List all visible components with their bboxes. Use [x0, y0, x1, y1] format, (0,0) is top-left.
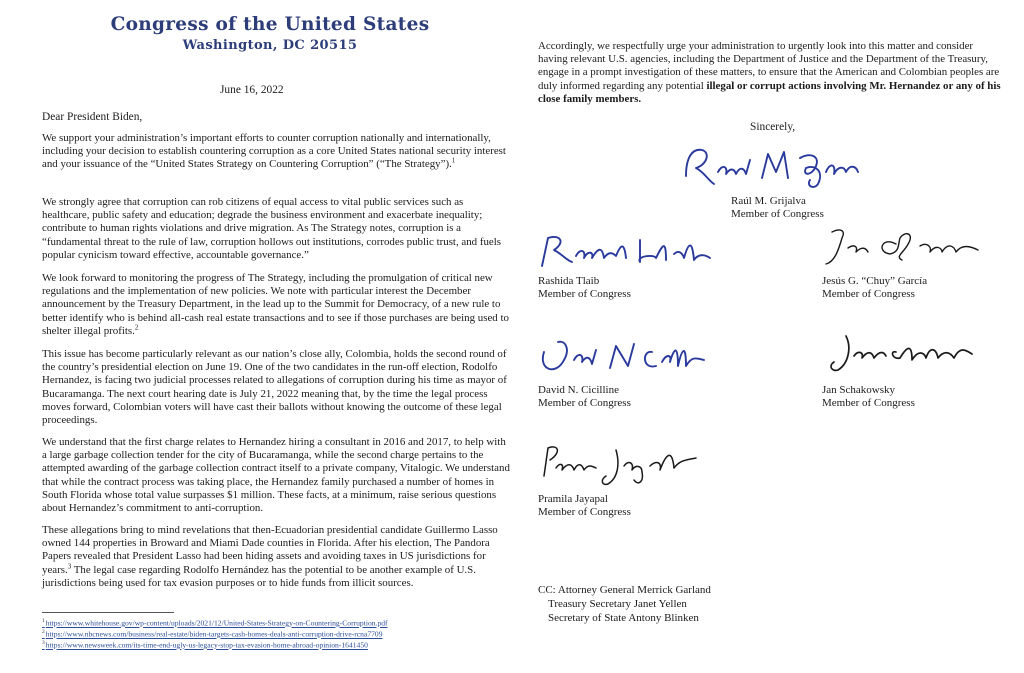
paragraph-5: We understand that the first charge relates to Hernandez hiring a consultant in 2016 and 2017, to help with a large garbage collection tender for the city of Bucaramanga, while the second charge pertains to the attempted awarding of the garbage collection contract itself to a private company, Vitalogic. We understand that while the contract process was taking place, the Hernandez family purchased a number of homes in South Florida whose total value surpasses $1 million. These facts, at a minimum, raise serious questions about Hernandez’s commitment to anti-corruption.	[42, 436, 510, 515]
cc-line-2: Treasury Secretary Janet Yellen	[548, 598, 687, 610]
signer-name-garcia: Jesús G. “Chuy” García	[822, 275, 928, 287]
letterhead-title: Congress of the United States	[110, 14, 430, 35]
cc-line-3: Secretary of State Antony Blinken	[548, 612, 699, 624]
request-emphasis: illegal or corrupt actions involving Mr. Hernandez or any of his close family members.	[538, 79, 1001, 105]
signature-jayapal	[534, 436, 704, 490]
closing: Sincerely,	[750, 121, 796, 133]
signature-tlaib	[536, 226, 716, 274]
letter-page-2	[512, 0, 1024, 673]
footnote-divider	[42, 612, 174, 613]
footnote-ref-2: 2	[134, 323, 139, 332]
letter-date: June 16, 2022	[220, 84, 284, 96]
letterhead-address: Washington, DC 20515	[182, 38, 358, 53]
signer-title-tlaib: Member of Congress	[538, 288, 631, 300]
signer-title-schakowsky: Member of Congress	[822, 397, 915, 409]
request-paragraph: Accordingly, we respectfully urge your administration to urgently look into this matter and consider having relevant U.S. agencies, including the Department of Justice and the Department of the Treasury, engage in a prompt investigation of these matters, to ensure that the American and Colombian peoples are duly informed regarding any potential illegal or corrupt actions involving Mr. Hernandez or any of his close family members.	[538, 40, 1001, 105]
paragraph-6: These allegations bring to mind revelations that then-Ecuadorian presidential candidate Guillermo Lasso owned 144 properties in Broward and Miami Dade counties in Florida. After his election, The Pandora Papers revealed that President Lasso had been hiding assets and avoiding taxes in US jurisdictions for years.$^3$ The legal case regarding Rodolfo Hernández has the potential to be another example of U.S. jurisdictions being used for tax evasion purposes or to hide funds from illicit sources.	[42, 524, 498, 589]
signature-schakowsky	[822, 328, 982, 378]
signer-name-grijalva: Raúl M. Grijalva	[731, 195, 806, 207]
salutation: Dear President Biden,	[42, 111, 143, 123]
footnote-link-3[interactable]: $^3$https://www.newsweek.com/its-time-end-ugly-us-legacy-stop-tax-evasion-home-abroad-opinion-1641450	[42, 640, 368, 650]
paragraph-2: We strongly agree that corruption can rob citizens of equal access to vital public services such as healthcare, public safety and education; degrade the business environment and exacerbate inequality; contribute to human rights violations and drive migration. As The Strategy notes, corruption is a “fundamental threat to the rule of law, corruption hollows out institutions, corrodes public trust, and fuels popular cynicism toward effective, accountable governance.”	[42, 196, 502, 261]
signer-name-schakowsky: Jan Schakowsky	[822, 384, 896, 396]
footnote-ref-1: 1	[451, 156, 456, 165]
signer-title-cicilline: Member of Congress	[538, 397, 631, 409]
signer-name-tlaib: Rashida Tlaib	[538, 275, 600, 287]
paragraph-4: This issue has become particularly relevant as our nation’s close ally, Colombia, holds the second round of the country’s presidential election on June 19. One of the two candidates in the run-off election, Rodolfo Hernandez, is facing two judicial processes related to allegations of corruption during his time as mayor of Bucaramanga. The next court hearing date is July 21, 2022 meaning that, by the time the legal process moves forward, Colombian voters will have cast their ballots without knowing the outcome of these legal proceedings.	[42, 348, 507, 427]
paragraph-1: We support your administration’s important efforts to counter corruption nationally and internationally, including your decision to establish countering corruption as a core United States national security interest and your issuance of the “United States Strategy on Countering Corruption” (“The Strategy”).$^1$	[42, 132, 506, 171]
paragraph-3: We look forward to monitoring the progress of The Strategy, including the promulgation of critical new regulations and the implementation of new policies. We note with particular interest the December announcement by the Treasury Department, in the lead up to the Summit for Democracy, of a new rule to better identify who is behind all-cash real estate transactions and to see if those purchases are being used to shelter illegal profits.$^2$	[42, 272, 509, 337]
signature-grijalva	[678, 138, 863, 194]
cc-block	[538, 583, 711, 625]
footnote-link-2[interactable]: $^2$https://www.nbcnews.com/business/real-estate/biden-targets-cash-homes-deals-anti-corruption-drive-rcna7709	[42, 629, 383, 639]
signer-name-jayapal: Pramila Jayapal	[538, 493, 608, 505]
letterhead	[60, 14, 480, 55]
signature-garcia	[818, 222, 988, 272]
signer-title-garcia: Member of Congress	[822, 288, 915, 300]
signer-title-jayapal: Member of Congress	[538, 506, 631, 518]
cc-line-1: CC: Attorney General Merrick Garland	[538, 584, 711, 596]
signature-cicilline	[534, 330, 714, 380]
signer-title-grijalva: Member of Congress	[731, 208, 824, 220]
footnote-ref-3: 3	[67, 561, 72, 570]
signer-name-cicilline: David N. Cicilline	[538, 384, 619, 396]
footnote-link-1[interactable]: $^1$https://www.whitehouse.gov/wp-content/uploads/2021/12/United-States-Strategy-on-Countering-Corruption.pdf	[42, 618, 388, 628]
